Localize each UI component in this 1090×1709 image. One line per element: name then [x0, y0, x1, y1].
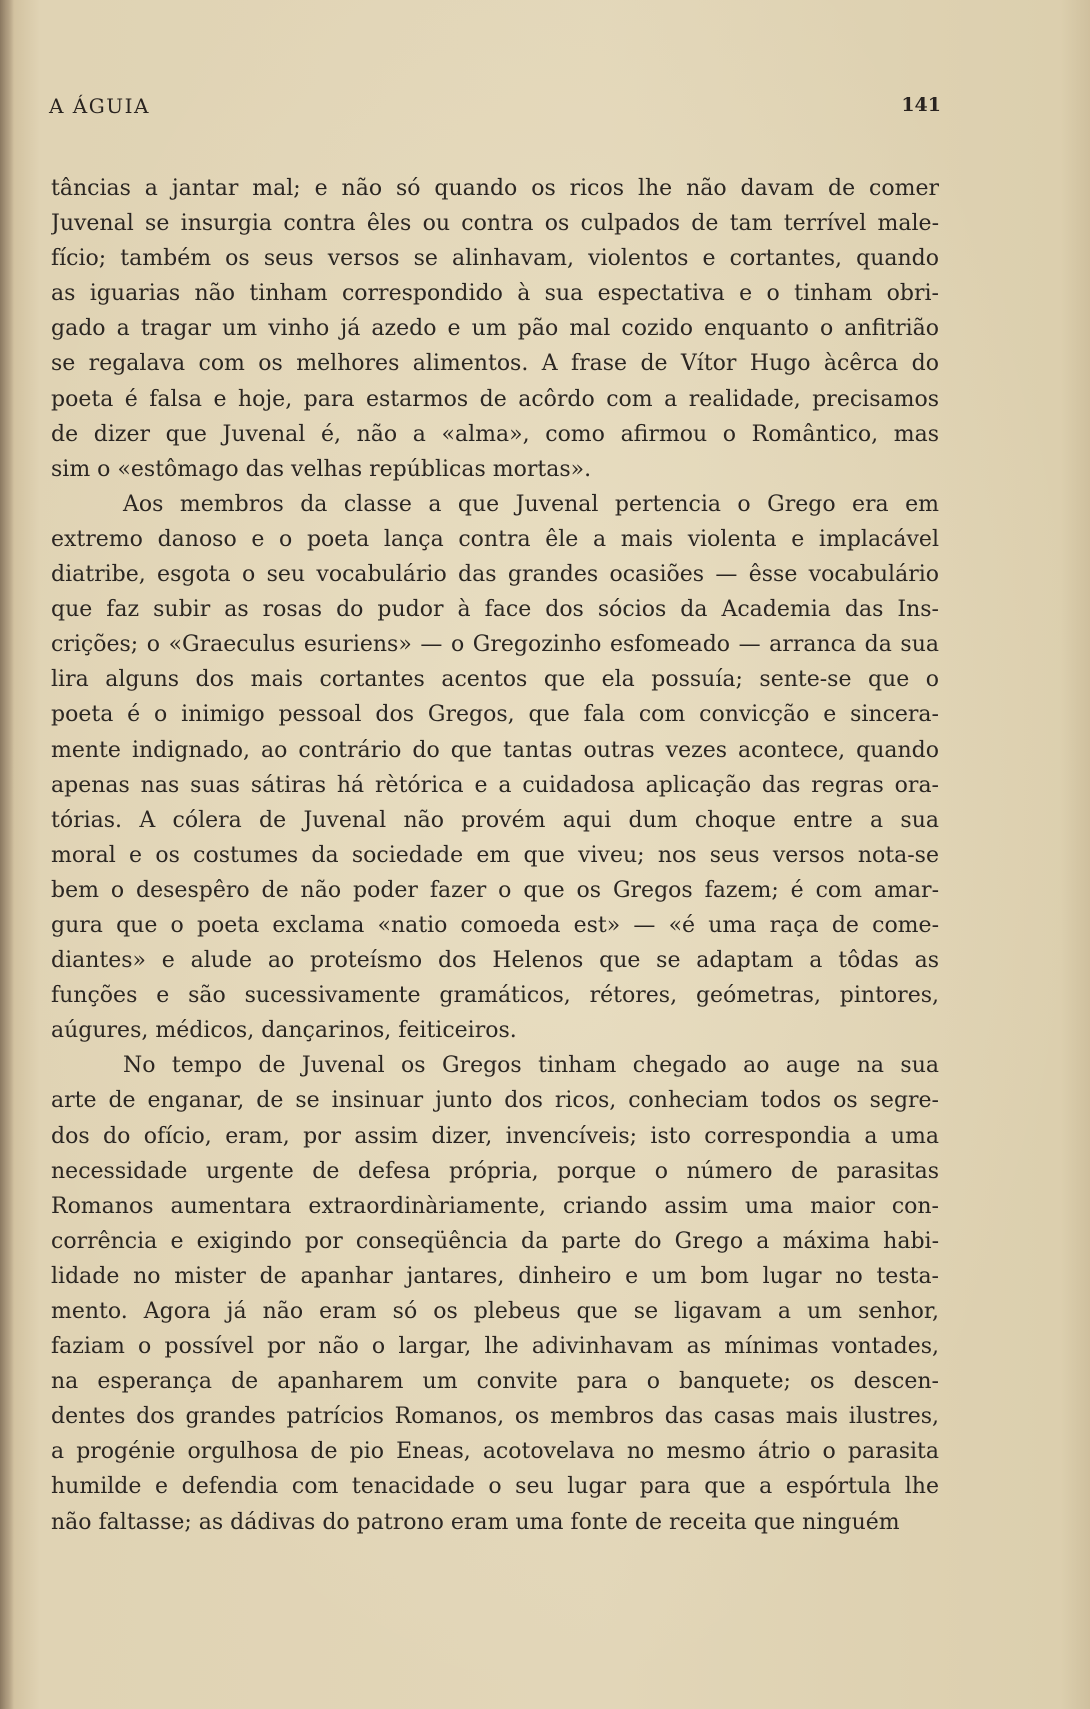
text-line: dos do ofício, eram, por assim dizer, invencíveis; isto correspondia a uma [51, 1123, 939, 1149]
text-line: não faltasse; as dádivas do patrono eram uma fonte de receita que ninguém [51, 1509, 900, 1535]
text-line: poeta é o inimigo pessoal dos Gregos, que fala com convicção e sincera- [51, 702, 939, 728]
text-line: de dizer que Juvenal é, não a «alma», como afirmou o Romântico, mas [51, 421, 939, 447]
text-line: mente indignado, ao contrário do que tantas outras vezes acontece, quando [51, 737, 939, 763]
text-line: aúgures, médicos, dançarinos, feiticeiros. [51, 1018, 517, 1044]
paragraph [51, 1048, 939, 1539]
text-line: bem o desespêro de não poder fazer o que os Gregos fazem; é com amar- [51, 877, 939, 903]
text-line: tórias. A cólera de Juvenal não provém aqui dum choque entre a sua [51, 807, 939, 833]
page-number: 141 [901, 94, 941, 116]
text-line: mento. Agora já não eram só os plebeus que se ligavam a um senhor, [51, 1299, 939, 1324]
text-line: Aos membros da classe a que Juvenal pertencia o Grego era em [123, 491, 939, 517]
text-line: extremo danoso e o poeta lança contra êle a mais violenta e implacável [51, 526, 939, 552]
text-line: diatribe, esgota o seu vocabulário das grandes ocasiões — êsse vocabulário [51, 562, 939, 588]
paragraph [51, 487, 939, 1049]
text-line: faziam o possível por não o largar, lhe adivinhavam as mínimas vontades, [51, 1334, 939, 1360]
text-line: que faz subir as rosas do pudor à face dos sócios da Academia das Ins- [51, 597, 939, 623]
text-line: fício; também os seus versos se alinhavam, violentos e cortantes, quando [51, 246, 939, 272]
text-line: diantes» e alude ao proteísmo dos Helenos que se adaptam a tôdas as [51, 948, 939, 974]
text-line: humilde e defendia com tenacidade o seu lugar para que a espórtula lhe [51, 1474, 939, 1500]
text-line: na esperança de apanharem um convite para o banquete; os descen- [51, 1369, 939, 1395]
text-line: lidade no mister de apanhar jantares, dinheiro e um bom lugar no testa- [51, 1263, 939, 1289]
text-line: tâncias a jantar mal; e não só quando os ricos lhe não davam de comer [51, 176, 939, 201]
text-line: No tempo de Juvenal os Gregos tinham chegado ao auge na sua [123, 1053, 939, 1079]
text-line: corrência e exigindo por conseqüência da parte do Grego a máxima habi- [51, 1228, 939, 1254]
running-head [49, 86, 941, 126]
text-line: se regalava com os melhores alimentos. A frase de Vítor Hugo àcêrca do [51, 351, 939, 377]
text-line: funções e são sucessivamente gramáticos, rétores, geómetras, pintores, [51, 983, 939, 1009]
text-line: lira alguns dos mais cortantes acentos que ela possuía; sente-se que o [51, 667, 939, 693]
text-line: apenas nas suas sátiras há rètórica e a cuidadosa aplicação das regras ora- [51, 772, 939, 798]
text-line: dentes dos grandes patrícios Romanos, os membros das casas mais ilustres, [51, 1404, 939, 1430]
text-line: moral e os costumes da sociedade em que viveu; nos seus versos nota-se [51, 842, 939, 868]
journal-title: A ÁGUIA [49, 94, 150, 118]
text-line: gura que o poeta exclama «natio comoeda est» — «é uma raça de come- [51, 912, 939, 938]
text-line: gado a tragar um vinho já azedo e um pão mal cozido enquanto o anfitrião [51, 316, 939, 342]
text-line: Juvenal se insurgia contra êles ou contra os culpados de tam terrível male- [51, 211, 939, 237]
body-text [51, 171, 939, 1540]
text-line: poeta é falsa e hoje, para estarmos de acôrdo com a realidade, precisamos [51, 386, 939, 412]
text-line: necessidade urgente de defesa própria, porque o número de parasitas [51, 1158, 939, 1184]
page-spine-shadow [0, 0, 14, 1709]
text-line: a progénie orgulhosa de pio Eneas, acotovelava no mesmo átrio o parasita [51, 1439, 939, 1465]
text-line: crições; o «Graeculus esuriens» — o Gregozinho esfomeado — arranca da sua [51, 632, 939, 658]
paragraph [51, 171, 939, 487]
text-line: as iguarias não tinham correspondido à sua espectativa e o tinham obri- [51, 281, 939, 307]
text-line: arte de enganar, de se insinuar junto dos ricos, conheciam todos os segre- [51, 1088, 939, 1114]
text-line: sim o «estômago das velhas repúblicas mortas». [51, 456, 592, 482]
text-line: Romanos aumentara extraordinàriamente, criando assim uma maior con- [51, 1193, 939, 1219]
